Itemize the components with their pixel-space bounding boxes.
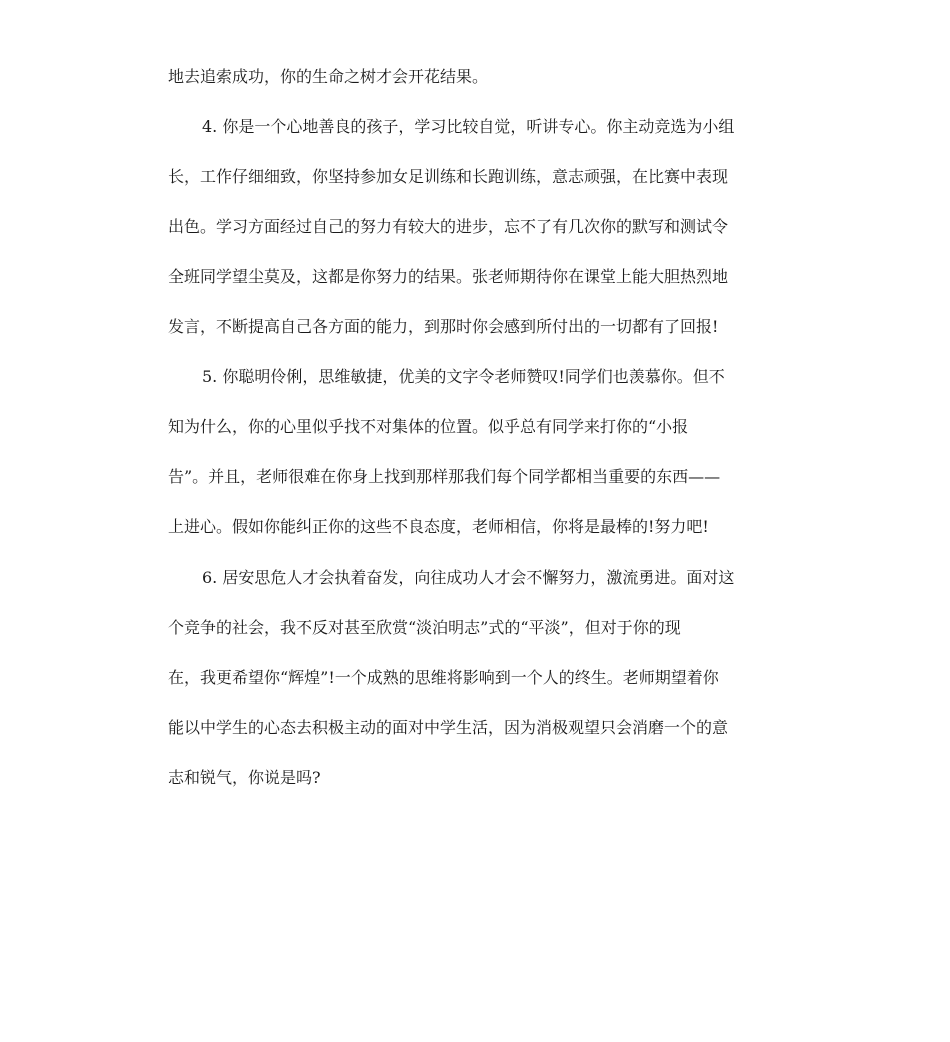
paragraph-5-line-2: 知为什么，你的心里似乎找不对集体的位置。似乎总有同学来打你的“小报 bbox=[168, 417, 689, 436]
paragraph-4-line-4: 全班同学望尘莫及，这都是你努力的结果。张老师期待你在课堂上能大胆热烈地 bbox=[168, 267, 729, 286]
paragraph-6-line-1: 6. 居安思危人才会执着奋发，向往成功人才会不懈努力，激流勇进。面对这 bbox=[202, 568, 735, 587]
paragraph-5-line-4: 上进心。假如你能纠正你的这些不良态度，老师相信，你将是最棒的!努力吧! bbox=[168, 517, 709, 536]
paragraph-6-line-3: 在，我更希望你“辉煌”!一个成熟的思维将影响到一个人的终生。老师期望着你 bbox=[168, 668, 719, 687]
text-line-1: 地去追索成功，你的生命之树才会开花结果。 bbox=[168, 67, 489, 86]
paragraph-6-line-5: 志和锐气，你说是吗? bbox=[168, 768, 321, 787]
paragraph-4-line-3: 出色。学习方面经过自己的努力有较大的进步，忘不了有几次你的默写和测试令 bbox=[168, 217, 729, 236]
paragraph-5-line-3: 告”。并且，老师很难在你身上找到那样那我们每个同学都相当重要的东西—— bbox=[168, 467, 721, 486]
paragraph-4-line-1: 4. 你是一个心地善良的孩子，学习比较自觉，听讲专心。你主动竞选为小组 bbox=[202, 117, 735, 136]
paragraph-4-line-2: 长，工作仔细细致，你坚持参加女足训练和长跑训练，意志顽强，在比赛中表现 bbox=[168, 167, 729, 186]
paragraph-4-line-5: 发言，不断提高自己各方面的能力，到那时你会感到所付出的一切都有了回报! bbox=[168, 317, 719, 336]
paragraph-6-line-2: 个竞争的社会，我不反对甚至欣赏“淡泊明志”式的“平淡”，但对于你的现 bbox=[168, 618, 681, 637]
paragraph-6-line-4: 能以中学生的心态去积极主动的面对中学生活，因为消极观望只会消磨一个的意 bbox=[168, 718, 729, 737]
paragraph-5-line-1: 5. 你聪明伶俐，思维敏捷，优美的文字令老师赞叹!同学们也羡慕你。但不 bbox=[202, 367, 725, 386]
